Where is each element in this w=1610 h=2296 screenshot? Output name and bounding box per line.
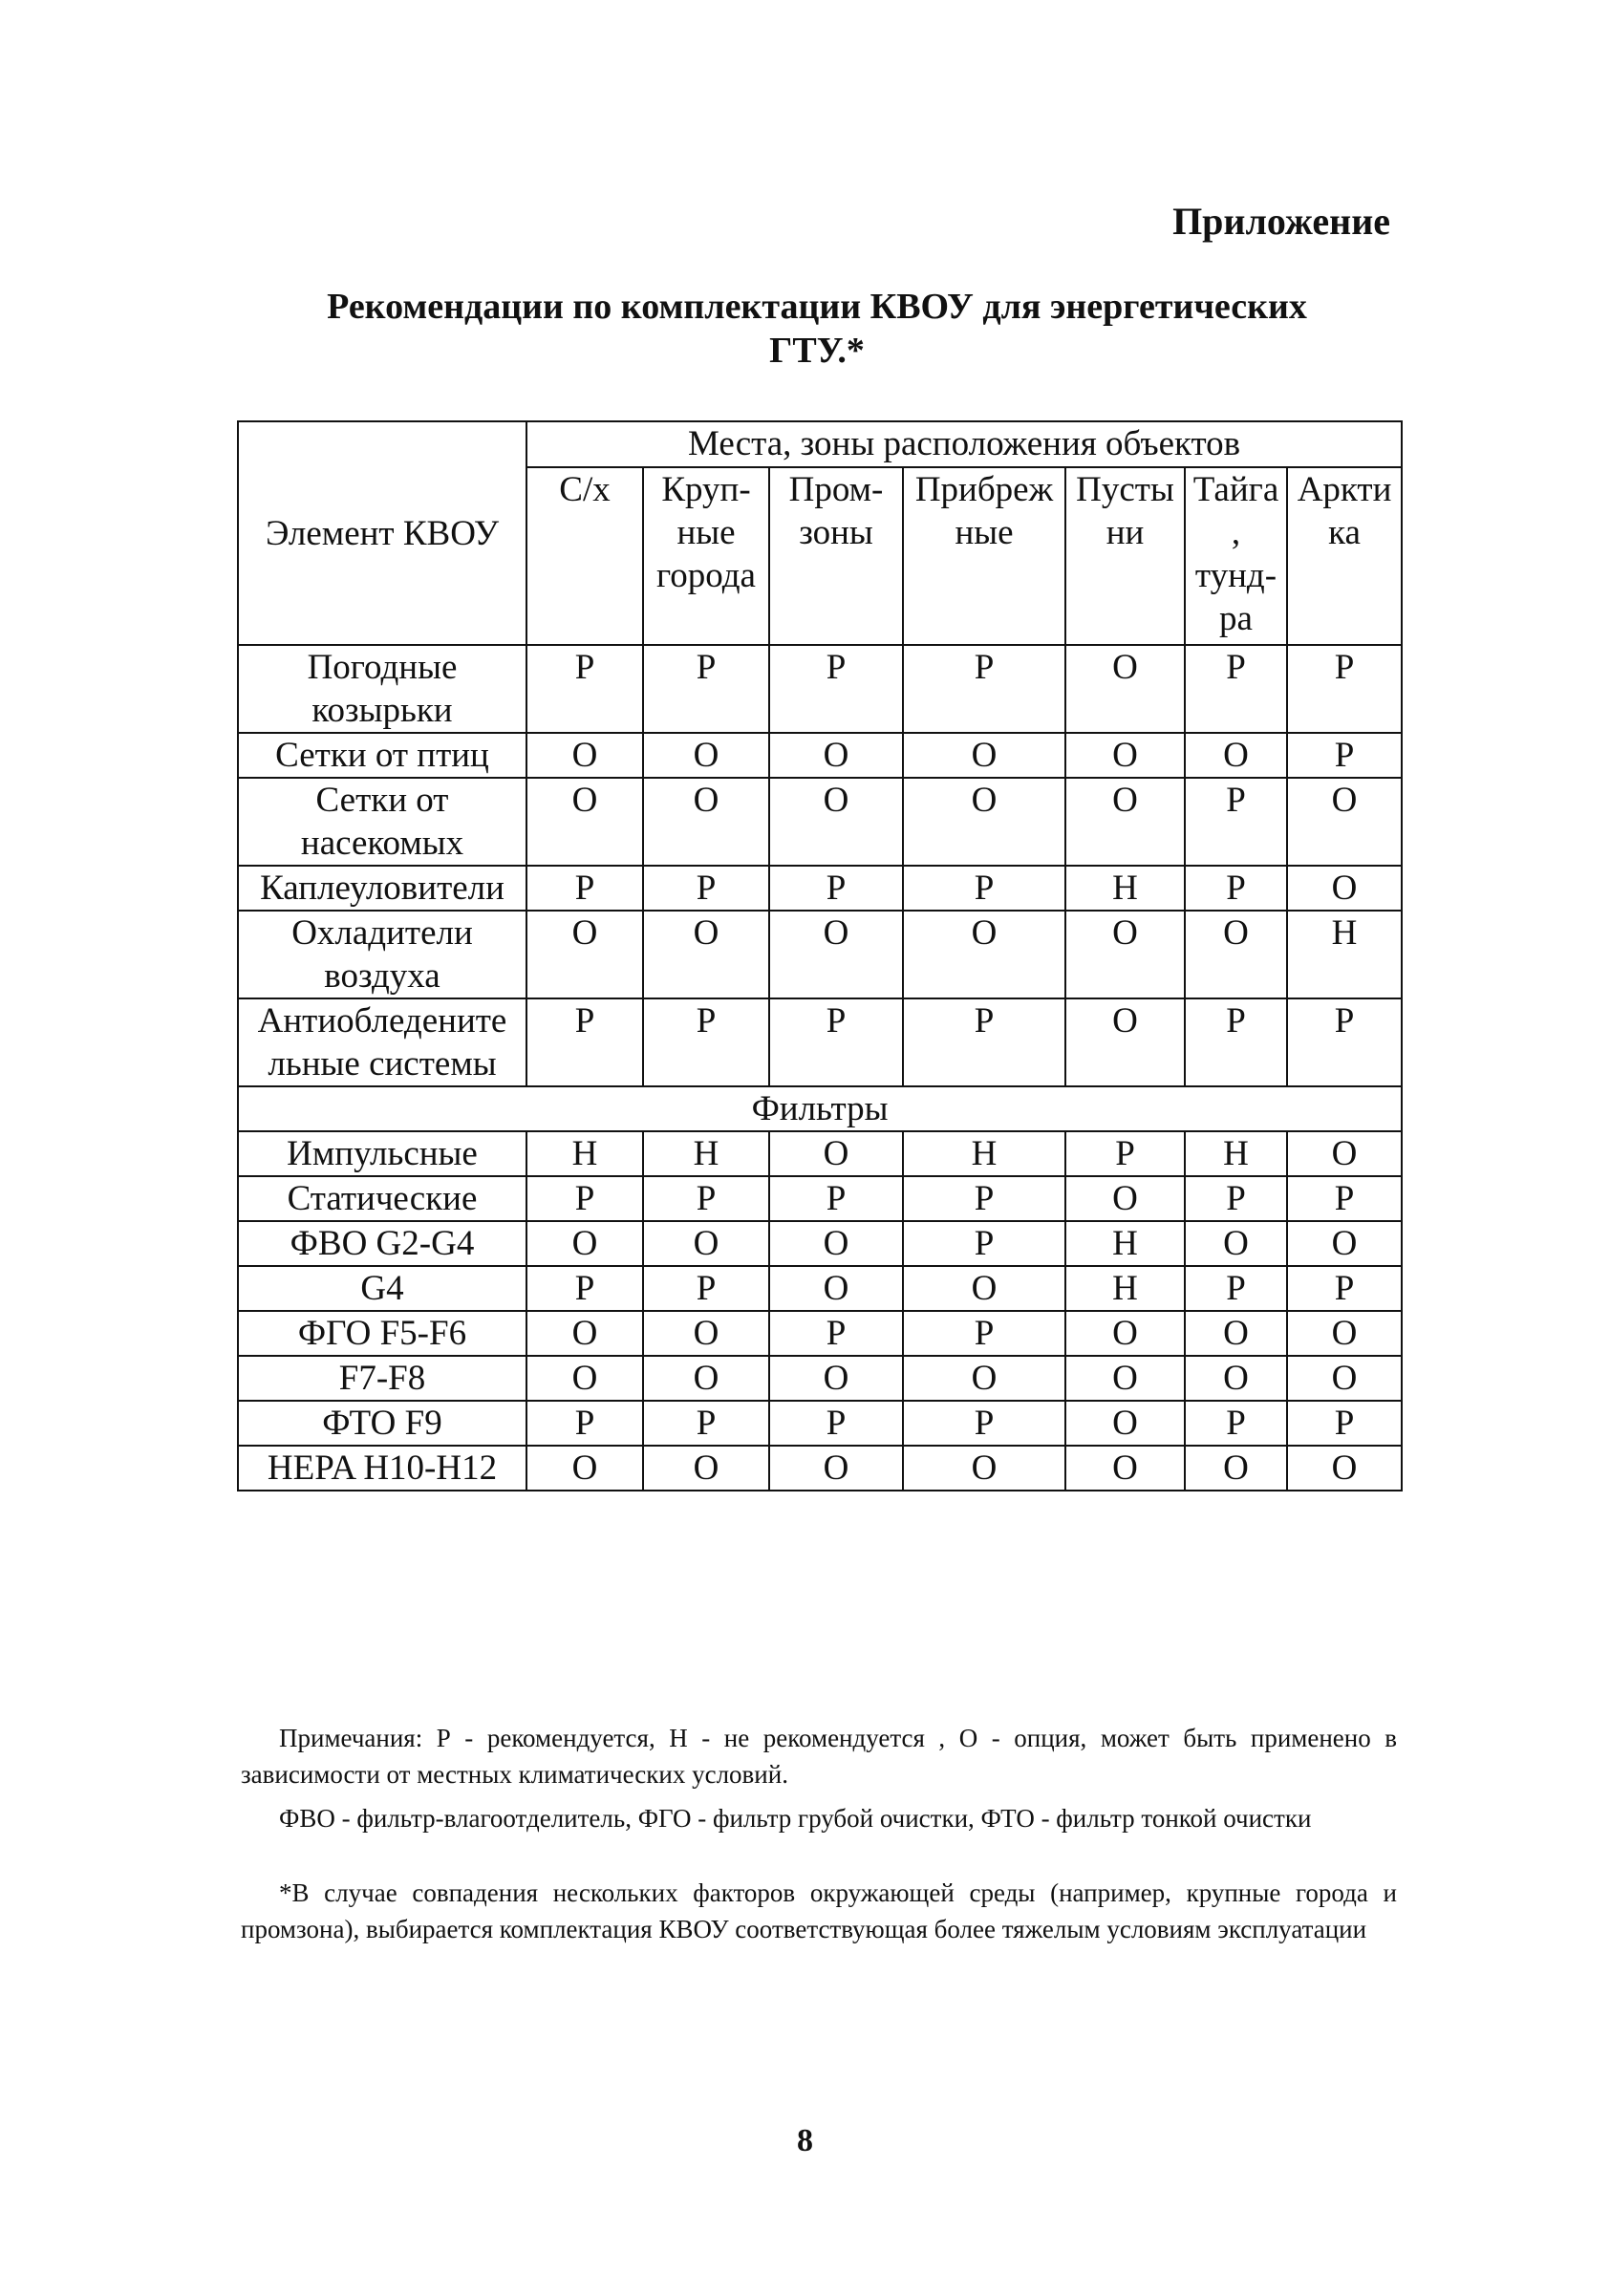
filter-row	[238, 1401, 1402, 1446]
recommendation-cell: Р	[643, 1176, 769, 1221]
page-number: 8	[797, 2123, 813, 2158]
recommendation-cell: Р	[526, 1176, 643, 1221]
recommendation-cell: О	[526, 733, 643, 778]
element-row	[238, 778, 1402, 866]
zone-header: С/х	[526, 467, 643, 645]
document-title: Рекомендации по комплектации КВОУ для энергетических ГТУ.*	[327, 287, 1307, 371]
recommendation-cell: О	[526, 778, 643, 866]
recommendation-cell: О	[769, 733, 903, 778]
recommendation-cell: Р	[526, 1401, 643, 1446]
recommendation-cell: Р	[1287, 645, 1402, 733]
row-element-name: Охладители воздуха	[238, 911, 526, 998]
zones-group-header: Места, зоны расположения объектов	[526, 421, 1402, 467]
row-element-name: Каплеуловители	[238, 866, 526, 911]
recommendation-cell: Р	[526, 645, 643, 733]
appendix-label: Приложение	[1172, 200, 1390, 243]
row-element-name: ФТО F9	[238, 1401, 526, 1446]
footnote: *В случае совпадения нескольких факторов окружающей среды (например, крупные города и промзона), выбирается комплектация КВОУ соответствующая более тяжелым условиям эксплуатации	[241, 1878, 1397, 1943]
recommendation-cell: Р	[1287, 998, 1402, 1086]
row-element-name: Погодные козырьки	[238, 645, 526, 733]
recommendation-cell: Р	[643, 1266, 769, 1311]
recommendation-cell: Р	[769, 1176, 903, 1221]
recommendation-cell: Р	[903, 1176, 1065, 1221]
recommendation-cell: Р	[903, 1401, 1065, 1446]
recommendation-cell: Н	[903, 1131, 1065, 1176]
recommendation-cell: О	[1185, 1311, 1287, 1356]
recommendation-cell: О	[526, 911, 643, 998]
recommendation-cell: Р	[1287, 1176, 1402, 1221]
recommendation-cell: О	[643, 733, 769, 778]
zone-header: Тайга , тунд-ра	[1185, 467, 1287, 645]
recommendation-cell: О	[1065, 733, 1185, 778]
recommendation-cell: Р	[903, 866, 1065, 911]
recommendation-cell: О	[769, 1131, 903, 1176]
recommendation-cell: О	[1185, 1356, 1287, 1401]
recommendation-cell: Р	[1287, 1266, 1402, 1311]
recommendation-cell: Р	[1287, 1401, 1402, 1446]
filter-row	[238, 1131, 1402, 1176]
row-element-name: Статические	[238, 1176, 526, 1221]
recommendation-cell: Р	[643, 866, 769, 911]
recommendation-cell: О	[769, 911, 903, 998]
row-element-name: Сетки от птиц	[238, 733, 526, 778]
recommendation-cell: О	[1065, 998, 1185, 1086]
recommendation-cell: О	[1287, 1221, 1402, 1266]
recommendation-cell: Н	[1287, 911, 1402, 998]
recommendation-cell: Р	[1185, 998, 1287, 1086]
recommendation-cell: О	[769, 1221, 903, 1266]
recommendation-cell: О	[1185, 733, 1287, 778]
element-row	[238, 998, 1402, 1086]
recommendation-cell: Р	[769, 866, 903, 911]
kvou-recommendation-table	[237, 420, 1403, 1491]
recommendation-cell: О	[643, 1446, 769, 1491]
recommendation-cell: О	[1065, 1176, 1185, 1221]
recommendation-cell: О	[1287, 1311, 1402, 1356]
recommendation-cell: О	[1185, 1221, 1287, 1266]
row-element-name: Антиобледените льные системы	[238, 998, 526, 1086]
zone-header: Пусты ни	[1065, 467, 1185, 645]
recommendation-cell: Р	[769, 1311, 903, 1356]
recommendation-cell: Р	[903, 645, 1065, 733]
recommendation-cell: Р	[1185, 778, 1287, 866]
row-element-name: G4	[238, 1266, 526, 1311]
recommendation-cell: Р	[903, 1311, 1065, 1356]
recommendation-cell: О	[1065, 1311, 1185, 1356]
filters-section-header: Фильтры	[238, 1086, 1402, 1131]
row-element-name: F7-F8	[238, 1356, 526, 1401]
recommendation-cell: О	[1185, 911, 1287, 998]
row-element-name: HEPA H10-H12	[238, 1446, 526, 1491]
recommendation-cell: О	[1287, 866, 1402, 911]
recommendation-cell: О	[769, 1266, 903, 1311]
recommendation-cell: Р	[1185, 866, 1287, 911]
recommendation-cell: О	[903, 1446, 1065, 1491]
row-element-name: Импульсные	[238, 1131, 526, 1176]
recommendation-cell: О	[643, 1221, 769, 1266]
recommendation-cell: О	[1065, 911, 1185, 998]
recommendation-cell: О	[903, 1356, 1065, 1401]
zone-header: Пром-зоны	[769, 467, 903, 645]
recommendation-cell: О	[526, 1221, 643, 1266]
recommendation-cell: О	[643, 911, 769, 998]
legend-note: Примечания: Р - рекомендуется, Н - не рекомендуется , О - опция, может быть применено в зависимости от местных климатических условий.	[241, 1724, 1397, 1789]
recommendation-cell: Р	[643, 1401, 769, 1446]
recommendation-cell: Р	[1065, 1131, 1185, 1176]
recommendation-cell: Р	[903, 1221, 1065, 1266]
abbreviations-note: ФВО - фильтр-влагоотделитель, ФГО - фильтр грубой очистки, ФТО - фильтр тонкой очистки	[279, 1804, 1312, 1833]
filter-row	[238, 1356, 1402, 1401]
recommendation-cell: Р	[1185, 645, 1287, 733]
recommendation-cell: Р	[1287, 733, 1402, 778]
recommendation-cell: О	[1065, 1401, 1185, 1446]
recommendation-cell: Р	[1185, 1401, 1287, 1446]
recommendation-cell: О	[526, 1446, 643, 1491]
recommendation-cell: Р	[903, 998, 1065, 1086]
filter-row	[238, 1266, 1402, 1311]
zone-header: Круп-ные города	[643, 467, 769, 645]
element-row	[238, 733, 1402, 778]
recommendation-cell: Р	[643, 645, 769, 733]
recommendation-cell: О	[769, 1356, 903, 1401]
recommendation-cell: Р	[1185, 1176, 1287, 1221]
zone-header: Аркти ка	[1287, 467, 1402, 645]
recommendation-cell: О	[643, 1356, 769, 1401]
recommendation-cell: Р	[769, 1401, 903, 1446]
recommendation-cell: О	[1287, 778, 1402, 866]
row-element-name: ФГО F5-F6	[238, 1311, 526, 1356]
filter-row	[238, 1176, 1402, 1221]
recommendation-cell: О	[903, 911, 1065, 998]
recommendation-cell: О	[1185, 1446, 1287, 1491]
recommendation-cell: О	[643, 1311, 769, 1356]
recommendation-cell: Н	[1185, 1131, 1287, 1176]
recommendation-cell: О	[643, 778, 769, 866]
filter-row	[238, 1446, 1402, 1491]
recommendation-cell: О	[1065, 1356, 1185, 1401]
recommendation-cell: Р	[643, 998, 769, 1086]
recommendation-cell: О	[1287, 1356, 1402, 1401]
recommendation-cell: О	[1065, 1446, 1185, 1491]
recommendation-cell: О	[1065, 645, 1185, 733]
recommendation-cell: Н	[1065, 1221, 1185, 1266]
element-row	[238, 866, 1402, 911]
recommendation-cell: О	[769, 1446, 903, 1491]
filter-row	[238, 1311, 1402, 1356]
row-element-name: ФВО G2-G4	[238, 1221, 526, 1266]
recommendation-cell: Н	[643, 1131, 769, 1176]
recommendation-cell: Р	[769, 998, 903, 1086]
element-row	[238, 645, 1402, 733]
recommendation-cell: О	[903, 733, 1065, 778]
recommendation-cell: О	[903, 1266, 1065, 1311]
filter-row	[238, 1221, 1402, 1266]
recommendation-cell: О	[903, 778, 1065, 866]
element-row	[238, 911, 1402, 998]
zone-header: Прибреж ные	[903, 467, 1065, 645]
recommendation-cell: Р	[769, 645, 903, 733]
recommendation-cell: О	[526, 1356, 643, 1401]
recommendation-cell: Н	[1065, 1266, 1185, 1311]
recommendation-cell: Р	[1185, 1266, 1287, 1311]
recommendation-cell: Н	[1065, 866, 1185, 911]
recommendation-cell: О	[769, 778, 903, 866]
recommendation-cell: О	[1065, 778, 1185, 866]
recommendation-cell: Р	[526, 998, 643, 1086]
recommendation-cell: Р	[526, 1266, 643, 1311]
recommendation-cell: Р	[526, 866, 643, 911]
recommendation-cell: О	[1287, 1446, 1402, 1491]
element-column-header: Элемент КВОУ	[238, 421, 526, 645]
recommendation-cell: О	[1287, 1131, 1402, 1176]
notes-block	[241, 1720, 1397, 1955]
row-element-name: Сетки от насекомых	[238, 778, 526, 866]
recommendation-cell: Н	[526, 1131, 643, 1176]
recommendation-cell: О	[526, 1311, 643, 1356]
